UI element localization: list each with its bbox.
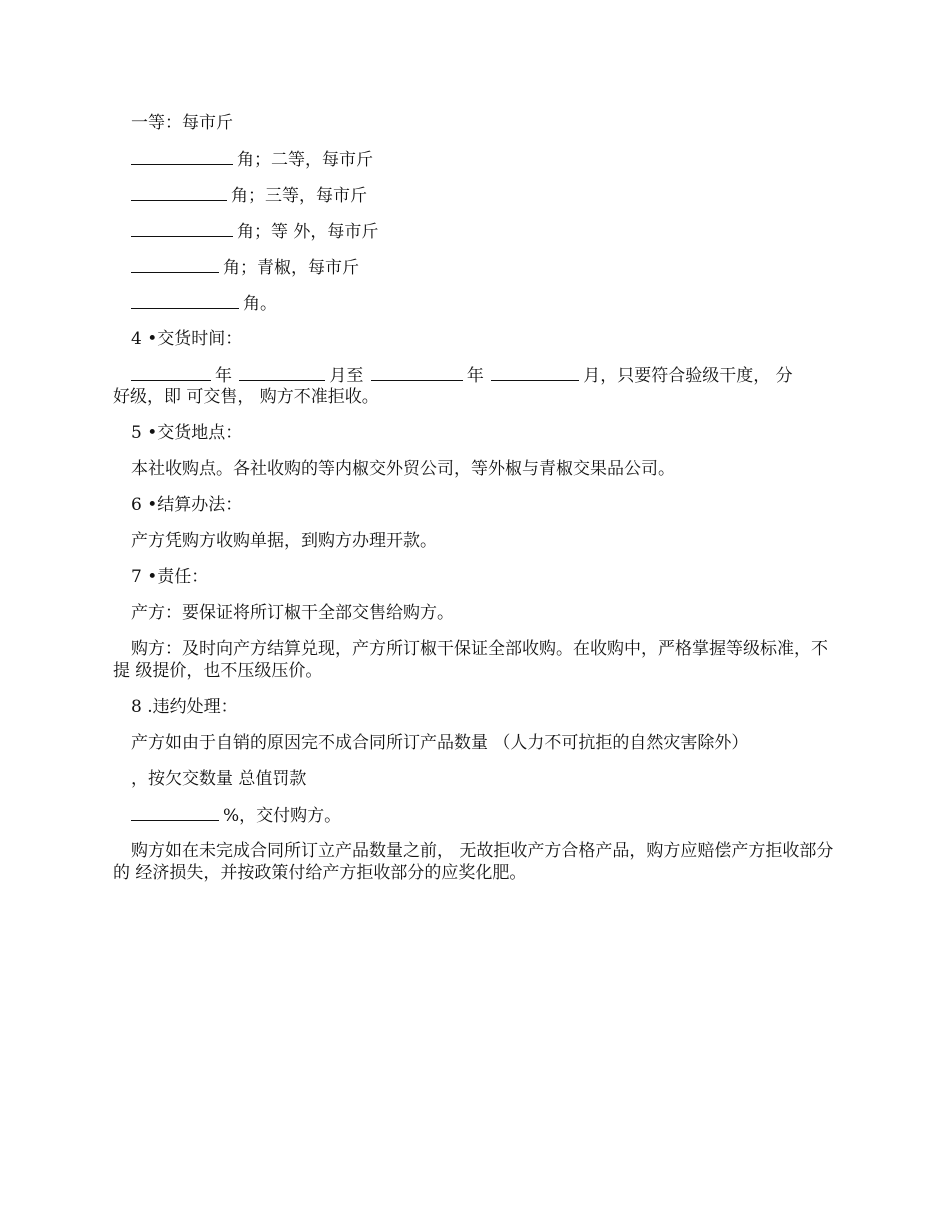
grade-two-text: 角；二等，每市斤 <box>237 150 373 170</box>
section-4-heading <box>113 328 871 350</box>
breach-text-3: %，交付购方。 <box>223 806 342 826</box>
section-8-body-3 <box>113 804 871 827</box>
section-6-heading-text: 6 •结算办法： <box>131 495 243 515</box>
section-6-body-text: 产方凭购方收购单据，到购方办理开款。 <box>131 531 437 551</box>
end-month-blank[interactable] <box>491 364 579 381</box>
section-7-heading-text: 7 •责任： <box>131 567 209 587</box>
green-pepper-line <box>113 256 871 279</box>
price-blank[interactable] <box>131 292 239 309</box>
green-pepper-price-text: 角。 <box>243 294 277 314</box>
section-8-heading-text: 8 .违约处理： <box>131 697 238 717</box>
section-8-body-2 <box>113 768 871 790</box>
section-7-heading <box>113 566 871 588</box>
section-6-heading <box>113 494 871 516</box>
year-label: 年 <box>215 366 232 386</box>
price-blank[interactable] <box>131 256 219 273</box>
start-year-blank[interactable] <box>131 364 211 381</box>
delivery-time-text: 月，只要符合验级干度， 分 <box>583 366 793 386</box>
green-pepper-text: 角；青椒，每市斤 <box>223 258 359 278</box>
section-8-body-1 <box>113 732 871 754</box>
grade-out-line <box>113 220 871 243</box>
section-4-heading-text: 4 •交货时间： <box>131 329 243 349</box>
grade-one-line <box>113 112 871 134</box>
end-year-blank[interactable] <box>371 364 463 381</box>
section-8-body-4 <box>113 840 839 884</box>
price-blank[interactable] <box>131 184 227 201</box>
delivery-time-line <box>113 364 871 387</box>
section-7-body-2 <box>113 638 839 682</box>
section-5-body <box>113 458 871 480</box>
price-blank[interactable] <box>131 148 233 165</box>
section-7-body-1 <box>113 602 871 624</box>
section-5-body-text: 本社收购点。各社收购的等内椒交外贸公司，等外椒与青椒交果品公司。 <box>131 459 675 479</box>
month-to-label: 月至 <box>329 366 364 386</box>
section-5-heading-text: 5 •交货地点： <box>131 423 243 443</box>
grade-three-text: 角；三等，每市斤 <box>231 186 367 206</box>
section-6-body <box>113 530 871 552</box>
delivery-time-text-2: 好级，即 可交售， 购方不准拒收。 <box>113 387 379 407</box>
section-5-heading <box>113 422 871 444</box>
year-label: 年 <box>466 366 484 386</box>
breach-text-1: 产方如由于自销的原因完不成合同所订产品数量 （人力不可抗拒的自然灾害除外） <box>131 733 749 753</box>
grade-out-text: 角；等 外，每市斤 <box>237 222 379 242</box>
breach-text-2: ，按欠交数量 总值罚款 <box>131 769 307 789</box>
buyer-duty-text: 购方：及时向产方结算兑现，产方所订椒干保证全部收购。在收购中，严格掌握等级标准，不提 级提价，也不压级压价。 <box>113 639 828 681</box>
section-8-heading <box>113 696 871 718</box>
green-pepper-price-line <box>113 292 871 315</box>
grade-two-line <box>113 148 871 171</box>
buyer-breach-text: 购方如在未完成合同所订立产品数量之前， 无故拒收产方合格产品，购方应赔偿产方拒收部分的 经济损失，并按政策付给产方拒收部分的应奖化肥。 <box>113 841 834 883</box>
start-month-blank[interactable] <box>239 364 325 381</box>
penalty-percent-blank[interactable] <box>131 804 219 821</box>
producer-duty-text: 产方：要保证将所订椒干全部交售给购方。 <box>131 603 454 623</box>
delivery-time-line-2 <box>113 386 853 408</box>
price-blank[interactable] <box>131 220 233 237</box>
grade-three-line <box>113 184 871 207</box>
grade-one-text: 一等：每市斤 <box>131 113 233 133</box>
